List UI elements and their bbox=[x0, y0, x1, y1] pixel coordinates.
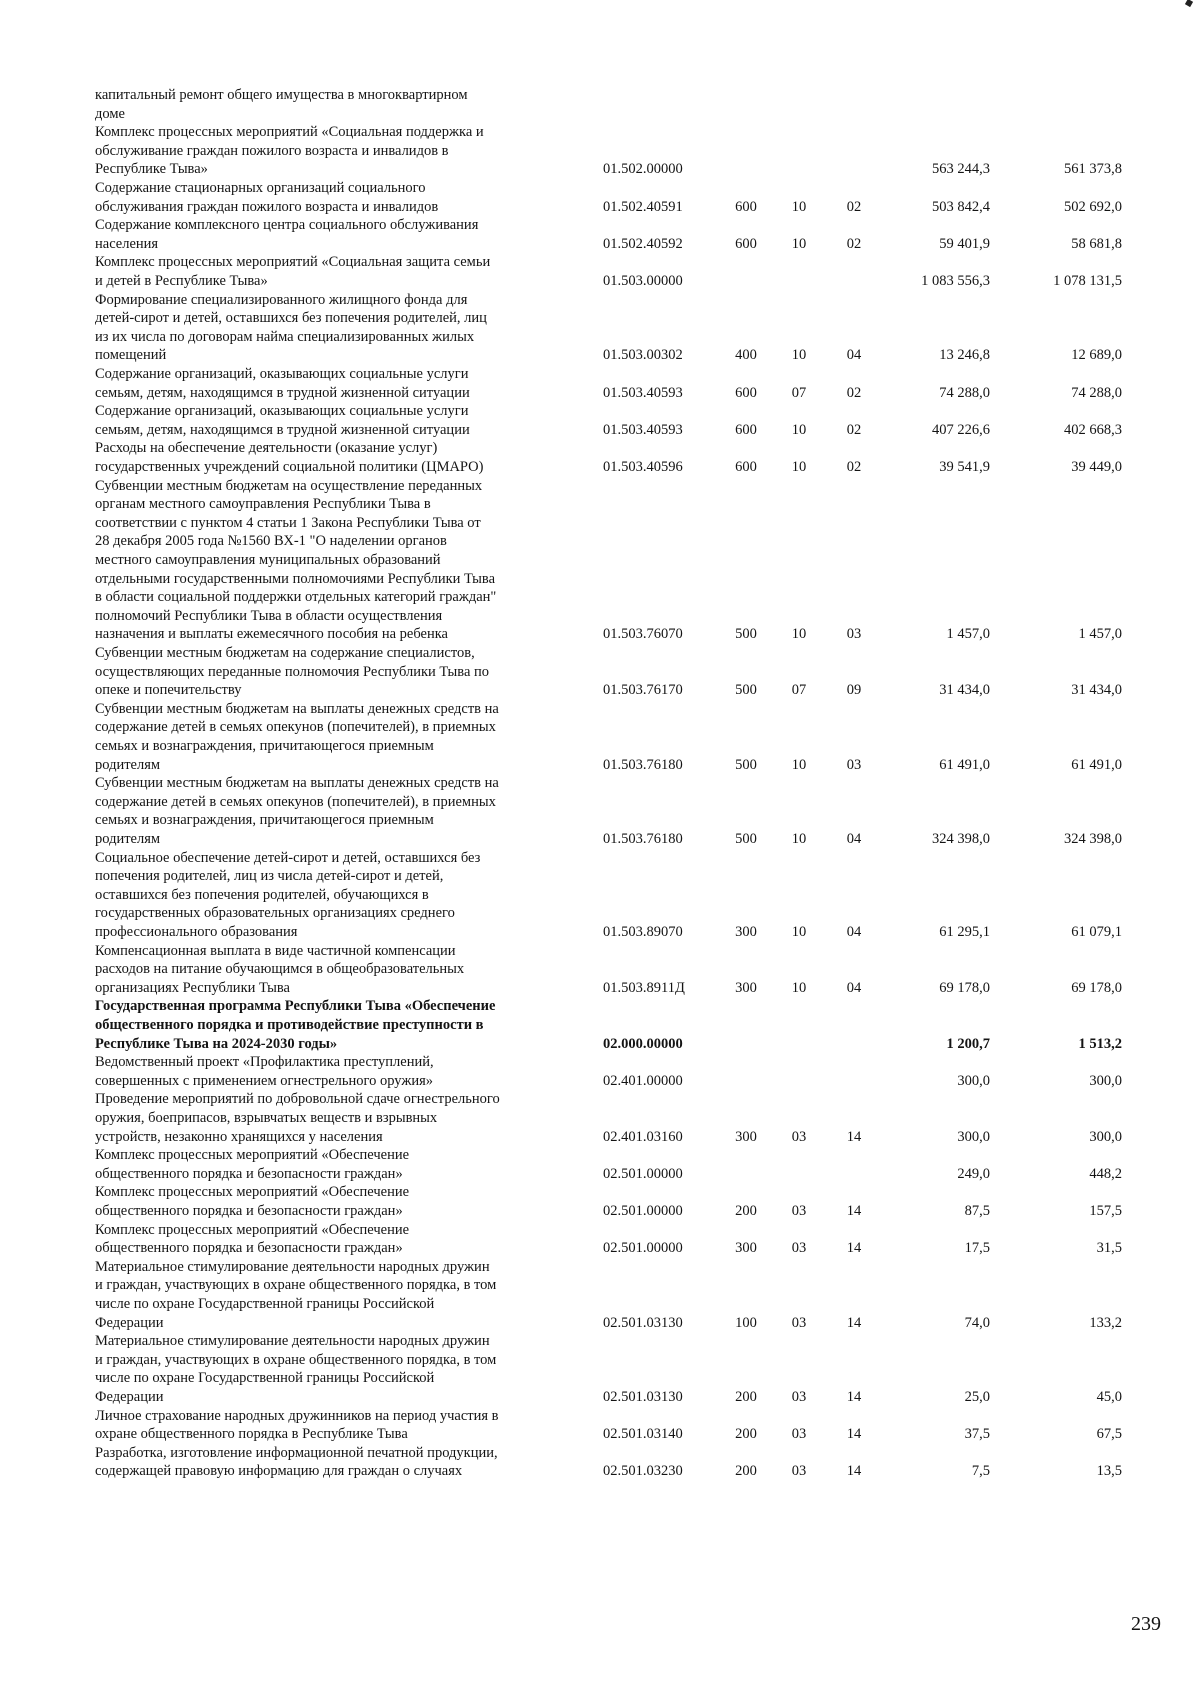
table-row bbox=[0, 123, 1200, 179]
row-code: 02.000.00000 bbox=[603, 1035, 683, 1052]
row-description bbox=[95, 644, 585, 700]
row-code: 01.502.00000 bbox=[603, 161, 683, 178]
row-subsection: 14 bbox=[846, 1463, 862, 1480]
description-line: семьях и вознаграждения, причитающегося приемным bbox=[95, 737, 434, 754]
row-value-2: 39 449,0 bbox=[1071, 458, 1122, 475]
row-description bbox=[95, 774, 585, 848]
row-section: 03 bbox=[791, 1314, 807, 1331]
row-value-1: 324 398,0 bbox=[932, 830, 990, 847]
description-line: государственных учреждений социальной политики (ЦМАРО) bbox=[95, 458, 484, 475]
row-description bbox=[95, 1053, 585, 1090]
row-value-1: 25,0 bbox=[964, 1388, 990, 1405]
description-line: Компенсационная выплата в виде частичной компенсации bbox=[95, 942, 456, 959]
row-code: 01.503.40593 bbox=[603, 384, 683, 401]
row-subsection: 14 bbox=[846, 1202, 862, 1219]
row-value-1: 61 295,1 bbox=[939, 924, 990, 940]
description-line: органам местного самоуправления Республики Тыва в bbox=[95, 496, 431, 513]
row-code: 02.501.03130 bbox=[603, 1388, 683, 1405]
description-line: Комплекс процессных мероприятий «Обеспечение bbox=[95, 1147, 410, 1164]
description-line: Социальное обеспечение детей-сирот и детей, оставшихся без bbox=[95, 849, 481, 866]
row-expense-type: 600 bbox=[735, 421, 757, 438]
description-line: обслуживание граждан пожилого возраста и инвалидов в bbox=[95, 142, 449, 159]
row-section: 10 bbox=[791, 235, 807, 252]
row-expense-type: 200 bbox=[735, 1388, 757, 1405]
description-line: Формирование специализированного жилищного фонда для bbox=[95, 291, 468, 308]
row-value-2: 45,0 bbox=[1096, 1388, 1122, 1405]
row-subsection: 04 bbox=[846, 979, 862, 996]
description-line: Комплекс процессных мероприятий «Социальная защита семьи bbox=[95, 254, 491, 271]
row-section: 03 bbox=[791, 1426, 807, 1443]
description-line: Республике Тыва» bbox=[95, 161, 208, 178]
row-expense-type: 500 bbox=[735, 830, 757, 847]
description-line: Федерации bbox=[95, 1314, 164, 1331]
row-subsection: 14 bbox=[846, 1128, 862, 1145]
table-row bbox=[0, 1444, 1200, 1481]
row-description bbox=[95, 216, 585, 253]
row-code: 01.503.8911Д bbox=[603, 979, 685, 996]
page-number: 239 bbox=[1131, 1613, 1161, 1635]
description-line: расходов на питание обучающимся в общеобразовательных bbox=[95, 961, 465, 978]
row-subsection: 03 bbox=[846, 756, 862, 773]
description-line: содержание детей в семьях опекунов (попечителей), в приемных bbox=[95, 793, 496, 810]
row-code: 01.503.40596 bbox=[603, 458, 683, 475]
row-code: 02.501.00000 bbox=[603, 1240, 683, 1257]
description-line: Содержание стационарных организаций социального bbox=[95, 180, 426, 196]
description-line: детей-сирот и детей, оставшихся без попечения родителей, лиц bbox=[95, 310, 487, 327]
description-line: опеке и попечительству bbox=[95, 682, 242, 699]
row-code: 01.502.40591 bbox=[603, 198, 683, 215]
row-value-2: 133,2 bbox=[1089, 1314, 1122, 1331]
row-section: 03 bbox=[791, 1463, 807, 1480]
description-line: общественного порядка и безопасности граждан» bbox=[95, 1165, 403, 1182]
row-description bbox=[95, 365, 585, 402]
description-line: Государственная программа Республики Тыва «Обеспечение bbox=[95, 998, 496, 1015]
row-description bbox=[95, 1090, 585, 1146]
row-section: 10 bbox=[791, 830, 807, 847]
row-description bbox=[95, 291, 585, 365]
row-subsection: 03 bbox=[846, 626, 862, 643]
row-value-2: 561 373,8 bbox=[1064, 161, 1122, 178]
table-row bbox=[0, 1146, 1200, 1183]
row-expense-type: 200 bbox=[735, 1426, 757, 1443]
row-description bbox=[95, 1444, 585, 1481]
table-row bbox=[0, 849, 1200, 942]
row-subsection: 02 bbox=[846, 198, 862, 215]
description-line: Содержание комплексного центра социального обслуживания bbox=[95, 217, 479, 234]
row-section: 10 bbox=[791, 458, 807, 475]
row-subsection: 02 bbox=[846, 235, 862, 252]
description-line: Разработка, изготовление информационной печатной продукции, bbox=[95, 1444, 498, 1461]
row-subsection: 02 bbox=[846, 458, 862, 475]
row-section: 10 bbox=[791, 626, 807, 643]
row-subsection: 14 bbox=[846, 1314, 862, 1331]
row-code: 01.503.00000 bbox=[603, 272, 683, 289]
row-description bbox=[95, 86, 585, 123]
description-line: назначения и выплаты ежемесячного пособия на ребенка bbox=[95, 626, 448, 643]
table-row bbox=[0, 1090, 1200, 1146]
description-line: содержание детей в семьях опекунов (попечителей), в приемных bbox=[95, 719, 496, 736]
row-section: 10 bbox=[791, 979, 807, 996]
description-line: Содержание организаций, оказывающих социальные услуги bbox=[95, 366, 469, 382]
description-line: Материальное стимулирование деятельности народных дружин bbox=[95, 1258, 490, 1275]
table-row bbox=[0, 942, 1200, 998]
description-line: общественного порядка и противодействие преступности в bbox=[95, 1016, 484, 1033]
row-value-1: 407 226,6 bbox=[932, 421, 990, 438]
row-section: 03 bbox=[791, 1240, 807, 1257]
table-row bbox=[0, 1332, 1200, 1406]
row-code: 01.503.76180 bbox=[603, 830, 683, 847]
row-description bbox=[95, 179, 585, 216]
row-description bbox=[95, 123, 585, 179]
row-description bbox=[95, 439, 585, 476]
row-expense-type: 200 bbox=[735, 1202, 757, 1219]
row-value-2: 61 491,0 bbox=[1071, 756, 1122, 773]
row-section: 07 bbox=[791, 682, 807, 699]
description-line: родителям bbox=[95, 830, 161, 847]
table-row bbox=[0, 216, 1200, 253]
row-subsection: 04 bbox=[846, 924, 862, 940]
description-line: Субвенции местным бюджетам на выплаты денежных средств на bbox=[95, 775, 499, 792]
row-code: 01.503.76170 bbox=[603, 682, 683, 699]
row-subsection: 09 bbox=[846, 682, 862, 699]
description-line: содержащей правовую информацию для граждан о случаях bbox=[95, 1463, 463, 1480]
row-description bbox=[95, 1146, 585, 1183]
description-line: соответствии с пунктом 4 статьи 1 Закона Республики Тыва от bbox=[95, 514, 481, 531]
table-row bbox=[0, 1053, 1200, 1090]
table-row bbox=[0, 439, 1200, 476]
description-line: общественного порядка и безопасности граждан» bbox=[95, 1202, 403, 1219]
row-value-2: 69 178,0 bbox=[1071, 979, 1122, 996]
row-value-1: 74,0 bbox=[964, 1314, 990, 1331]
row-value-2: 61 079,1 bbox=[1071, 924, 1122, 940]
row-code: 02.501.03230 bbox=[603, 1463, 683, 1480]
row-section: 10 bbox=[791, 198, 807, 215]
row-value-1: 17,5 bbox=[964, 1240, 990, 1257]
row-code: 01.503.76180 bbox=[603, 756, 683, 773]
row-subsection: 14 bbox=[846, 1240, 862, 1257]
row-value-2: 74 288,0 bbox=[1071, 384, 1122, 401]
description-line: Комплекс процессных мероприятий «Обеспечение bbox=[95, 1184, 410, 1201]
row-subsection: 14 bbox=[846, 1388, 862, 1405]
row-value-2: 58 681,8 bbox=[1071, 235, 1122, 252]
row-section: 03 bbox=[791, 1202, 807, 1219]
description-line: Республике Тыва на 2024-2030 годы» bbox=[95, 1035, 338, 1052]
row-value-2: 502 692,0 bbox=[1064, 198, 1122, 215]
row-code: 02.401.03160 bbox=[603, 1128, 683, 1145]
row-subsection: 02 bbox=[846, 421, 862, 438]
row-subsection: 04 bbox=[846, 347, 862, 364]
row-subsection: 14 bbox=[846, 1426, 862, 1443]
row-expense-type: 500 bbox=[735, 626, 757, 643]
row-code: 01.503.00302 bbox=[603, 347, 683, 364]
description-line: устройств, незаконно хранящихся у населения bbox=[95, 1128, 383, 1145]
row-code: 01.503.40593 bbox=[603, 421, 683, 438]
row-value-1: 1 200,7 bbox=[946, 1035, 990, 1052]
description-line: семьям, детям, находящимся в трудной жизненной ситуации bbox=[95, 421, 470, 438]
row-expense-type: 200 bbox=[735, 1463, 757, 1480]
row-value-1: 39 541,9 bbox=[939, 458, 990, 475]
row-expense-type: 600 bbox=[735, 198, 757, 215]
row-value-2: 300,0 bbox=[1089, 1128, 1122, 1145]
row-value-2: 448,2 bbox=[1089, 1165, 1122, 1182]
table-row bbox=[0, 1258, 1200, 1332]
row-expense-type: 100 bbox=[735, 1314, 757, 1331]
description-line: из их числа по договорам найма специализированных жилых bbox=[95, 328, 475, 345]
description-line: организациях Республики Тыва bbox=[95, 979, 290, 996]
row-expense-type: 300 bbox=[735, 924, 757, 940]
table-row bbox=[0, 774, 1200, 848]
row-code: 02.501.00000 bbox=[603, 1202, 683, 1219]
table-row bbox=[0, 700, 1200, 774]
row-value-2: 324 398,0 bbox=[1064, 830, 1122, 847]
row-value-1: 300,0 bbox=[957, 1072, 990, 1089]
description-line: оставшихся без попечения родителей, обучающихся в bbox=[95, 886, 429, 903]
description-line: Комплекс процессных мероприятий «Социальная поддержка и bbox=[95, 124, 484, 141]
description-line: Личное страхование народных дружинников на период участия в bbox=[95, 1407, 499, 1424]
row-value-1: 37,5 bbox=[964, 1426, 990, 1443]
row-section: 03 bbox=[791, 1128, 807, 1145]
description-line: семьях и вознаграждения, причитающегося приемным bbox=[95, 812, 434, 829]
row-code: 01.503.76070 bbox=[603, 626, 683, 643]
description-line: родителям bbox=[95, 756, 161, 773]
description-line: Комплекс процессных мероприятий «Обеспечение bbox=[95, 1221, 410, 1238]
row-value-1: 87,5 bbox=[964, 1202, 990, 1219]
scan-mark bbox=[1185, 0, 1193, 7]
row-description bbox=[95, 1221, 585, 1258]
description-line: числе по охране Государственной границы Российской bbox=[95, 1295, 435, 1312]
row-expense-type: 600 bbox=[735, 458, 757, 475]
description-line: Субвенции местным бюджетам на содержание специалистов, bbox=[95, 645, 475, 661]
row-description bbox=[95, 997, 585, 1053]
row-code: 02.501.03130 bbox=[603, 1314, 683, 1331]
table-row bbox=[0, 253, 1200, 290]
description-line: и граждан, участвующих в охране общественного порядка, в том bbox=[95, 1351, 497, 1368]
row-description bbox=[95, 402, 585, 439]
description-line: Содержание организаций, оказывающих социальные услуги bbox=[95, 403, 469, 420]
description-line: капитальный ремонт общего имущества в многоквартирном bbox=[95, 87, 468, 103]
row-code: 02.401.00000 bbox=[603, 1072, 683, 1089]
row-section: 10 bbox=[791, 421, 807, 438]
row-value-1: 13 246,8 bbox=[939, 347, 990, 364]
description-line: охране общественного порядка в Республике Тыва bbox=[95, 1426, 408, 1443]
row-value-1: 61 491,0 bbox=[939, 756, 990, 773]
row-description bbox=[95, 1407, 585, 1444]
row-value-1: 563 244,3 bbox=[932, 161, 990, 178]
table-row bbox=[0, 1407, 1200, 1444]
row-value-2: 1 457,0 bbox=[1078, 626, 1122, 643]
description-line: полномочий Республики Тыва в области осуществления bbox=[95, 607, 443, 624]
row-value-2: 157,5 bbox=[1089, 1202, 1122, 1219]
row-expense-type: 600 bbox=[735, 384, 757, 401]
row-code: 02.501.03140 bbox=[603, 1426, 683, 1443]
row-value-1: 300,0 bbox=[957, 1128, 990, 1145]
table-row bbox=[0, 365, 1200, 402]
row-description bbox=[95, 849, 585, 942]
description-line: Проведение мероприятий по добровольной сдаче огнестрельного bbox=[95, 1091, 500, 1108]
description-line: в области социальной поддержки отдельных категорий граждан" bbox=[95, 589, 497, 606]
row-value-1: 503 842,4 bbox=[932, 198, 990, 215]
row-expense-type: 300 bbox=[735, 979, 757, 996]
row-expense-type: 300 bbox=[735, 1240, 757, 1257]
row-value-2: 67,5 bbox=[1096, 1426, 1122, 1443]
row-section: 07 bbox=[791, 384, 807, 401]
row-value-2: 13,5 bbox=[1096, 1463, 1122, 1480]
row-description bbox=[95, 1183, 585, 1220]
description-line: и детей в Республике Тыва» bbox=[95, 272, 268, 289]
description-line: отдельными государственными полномочиями Республики Тыва bbox=[95, 570, 496, 587]
row-description bbox=[95, 253, 585, 290]
table-row bbox=[0, 644, 1200, 700]
description-line: доме bbox=[95, 105, 125, 122]
row-section: 10 bbox=[791, 924, 807, 940]
description-line: государственных образовательных организациях среднего bbox=[95, 905, 455, 922]
table-row bbox=[0, 179, 1200, 216]
description-line: Федерации bbox=[95, 1388, 164, 1405]
description-line: совершенных с применением огнестрельного оружия» bbox=[95, 1072, 434, 1089]
row-value-2: 31,5 bbox=[1096, 1240, 1122, 1257]
description-line: семьям, детям, находящимся в трудной жизненной ситуации bbox=[95, 384, 470, 401]
row-subsection: 04 bbox=[846, 830, 862, 847]
table-row bbox=[0, 1221, 1200, 1258]
row-value-2: 1 078 131,5 bbox=[1053, 272, 1122, 289]
row-code: 02.501.00000 bbox=[603, 1165, 683, 1182]
description-line: и граждан, участвующих в охране общественного порядка, в том bbox=[95, 1277, 497, 1294]
description-line: попечения родителей, лиц из числа детей-сирот и детей, bbox=[95, 868, 444, 885]
row-code: 01.502.40592 bbox=[603, 235, 683, 252]
description-line: Субвенции местным бюджетам на осуществление переданных bbox=[95, 477, 483, 494]
row-description bbox=[95, 942, 585, 998]
row-value-2: 300,0 bbox=[1089, 1072, 1122, 1089]
table-row bbox=[0, 291, 1200, 365]
description-line: Расходы на обеспечение деятельности (оказание услуг) bbox=[95, 440, 438, 457]
row-value-2: 402 668,3 bbox=[1064, 421, 1122, 438]
row-description bbox=[95, 700, 585, 774]
description-line: Субвенции местным бюджетам на выплаты денежных средств на bbox=[95, 700, 499, 717]
description-line: оружия, боеприпасов, взрывчатых веществ и взрывных bbox=[95, 1109, 438, 1126]
row-value-1: 74 288,0 bbox=[939, 384, 990, 401]
row-value-1: 31 434,0 bbox=[939, 682, 990, 699]
row-section: 10 bbox=[791, 756, 807, 773]
row-subsection: 02 bbox=[846, 384, 862, 401]
description-line: местного самоуправления муниципальных образований bbox=[95, 551, 441, 568]
row-value-1: 59 401,9 bbox=[939, 235, 990, 252]
table-row bbox=[0, 477, 1200, 644]
row-value-1: 249,0 bbox=[957, 1165, 990, 1182]
table-row bbox=[0, 1183, 1200, 1220]
row-code: 01.503.89070 bbox=[603, 924, 683, 940]
description-line: осуществляющих переданные полномочия Республики Тыва по bbox=[95, 663, 490, 680]
row-value-1: 69 178,0 bbox=[939, 979, 990, 996]
description-line: общественного порядка и безопасности граждан» bbox=[95, 1240, 403, 1257]
description-line: помещений bbox=[95, 347, 167, 364]
row-value-2: 31 434,0 bbox=[1071, 682, 1122, 699]
row-value-1: 1 083 556,3 bbox=[921, 272, 990, 289]
row-description bbox=[95, 1258, 585, 1332]
row-section: 03 bbox=[791, 1388, 807, 1405]
table-row bbox=[0, 997, 1200, 1053]
row-value-2: 1 513,2 bbox=[1078, 1035, 1122, 1052]
description-line: Материальное стимулирование деятельности народных дружин bbox=[95, 1333, 490, 1350]
row-description bbox=[95, 477, 585, 644]
description-line: профессионального образования bbox=[95, 923, 298, 940]
row-value-1: 1 457,0 bbox=[946, 626, 990, 643]
row-section: 10 bbox=[791, 347, 807, 364]
description-line: населения bbox=[95, 235, 159, 252]
description-line: Ведомственный проект «Профилактика преступлений, bbox=[95, 1054, 434, 1071]
row-expense-type: 600 bbox=[735, 235, 757, 252]
row-expense-type: 500 bbox=[735, 682, 757, 699]
row-expense-type: 500 bbox=[735, 756, 757, 773]
description-line: 28 декабря 2005 года №1560 ВХ-1 "О наделении органов bbox=[95, 533, 447, 550]
row-value-1: 7,5 bbox=[971, 1463, 990, 1480]
row-description bbox=[95, 1332, 585, 1406]
row-expense-type: 300 bbox=[735, 1128, 757, 1145]
row-value-2: 12 689,0 bbox=[1071, 347, 1122, 364]
row-expense-type: 400 bbox=[735, 347, 757, 364]
description-line: числе по охране Государственной границы Российской bbox=[95, 1370, 435, 1387]
table-row bbox=[0, 402, 1200, 439]
table-row bbox=[0, 86, 1200, 123]
description-line: обслуживания граждан пожилого возраста и инвалидов bbox=[95, 198, 439, 215]
